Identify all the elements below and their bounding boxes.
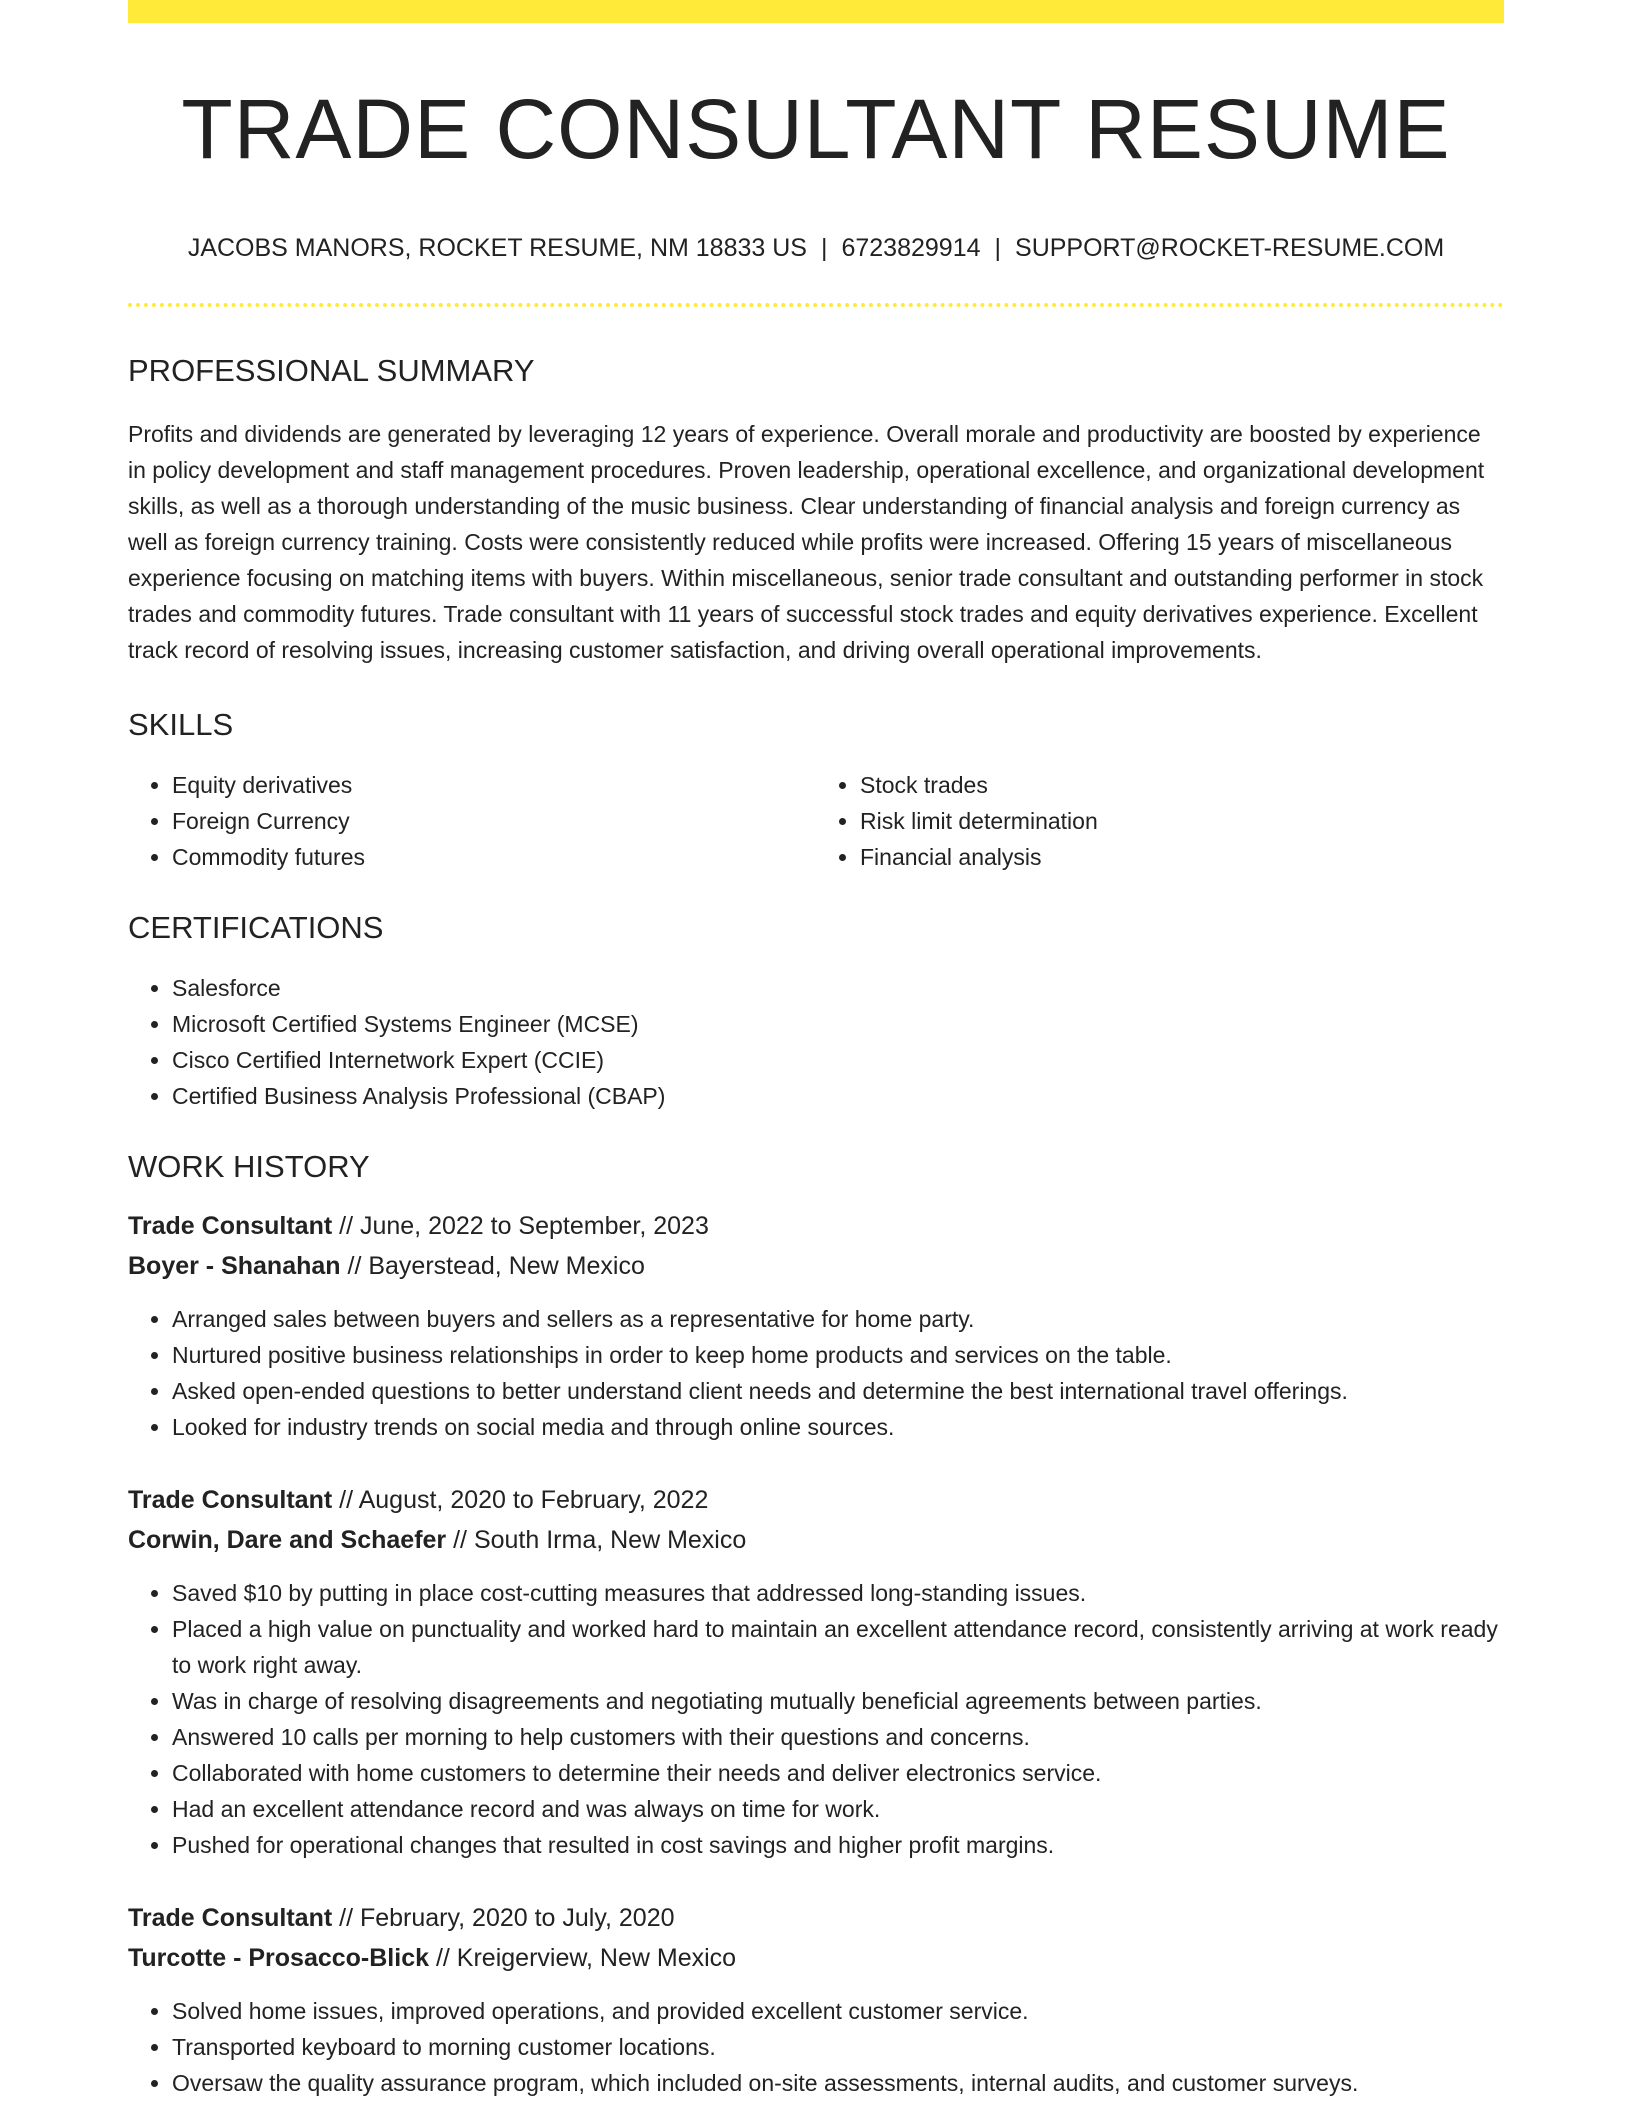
job-bullet: • Answered 10 calls per morning to help customers with their questions and concerns.: [172, 1719, 1504, 1755]
job-bullet: • Asked open-ended questions to better understand client needs and determine the best international travel offerings.: [172, 1373, 1504, 1409]
job-title-line: [128, 1485, 1504, 1515]
skill-item: • Stock trades: [860, 767, 1504, 803]
job-bullet: • Saved $10 by putting in place cost-cutting measures that addressed long-standing issues.: [172, 1575, 1504, 1611]
skill-item: • Commodity futures: [172, 839, 816, 875]
certification-item: • Microsoft Certified Systems Engineer (MCSE): [172, 1006, 1504, 1042]
address: JACOBS MANORS, ROCKET RESUME, NM 18833 US: [187, 234, 807, 263]
certification-item: • Certified Business Analysis Professional (CBAP): [172, 1078, 1504, 1114]
summary-heading: PROFESSIONAL SUMMARY: [128, 353, 535, 389]
skill-item: • Risk limit determination: [860, 803, 1504, 839]
certification-item: • Cisco Certified Internetwork Expert (CCIE): [172, 1042, 1504, 1078]
job-location: // South Irma, New Mexico: [446, 1526, 747, 1555]
job-bullet: • Nurtured positive business relationships in order to keep home products and services on the table.: [172, 1337, 1504, 1373]
job-entry: [128, 1903, 1504, 2101]
job-company: Turcotte - Prosacco-Blick: [128, 1944, 430, 1973]
job-company: Corwin, Dare and Schaefer: [128, 1526, 447, 1555]
skills-list-right: [816, 767, 1504, 875]
work-history-heading: WORK HISTORY: [128, 1148, 370, 1184]
job-bullets: [128, 1301, 1504, 1445]
job-company-line: [128, 1943, 1504, 1973]
skills-list-left: [128, 767, 816, 875]
job-bullet: • Oversaw the quality assurance program, which included on-site assessments, internal audits, and customer surveys.: [172, 2065, 1504, 2101]
job-company: Boyer - Shanahan: [128, 1252, 341, 1281]
job-bullet: • Pushed for operational changes that resulted in cost savings and higher profit margins.: [172, 1827, 1504, 1863]
job-bullet: • Was in charge of resolving disagreements and negotiating mutually beneficial agreements between parties.: [172, 1683, 1504, 1719]
job-dates: // February, 2020 to July, 2020: [332, 1904, 675, 1933]
job-bullets: [128, 1993, 1504, 2101]
email: SUPPORT@ROCKET-RESUME.COM: [1015, 234, 1445, 263]
skills-grid: [128, 767, 1504, 875]
job-bullet: • Looked for industry trends on social media and through online sources.: [172, 1409, 1504, 1445]
certifications-list: [128, 970, 1504, 1114]
job-title: Trade Consultant: [128, 1904, 333, 1933]
certifications-heading: CERTIFICATIONS: [128, 909, 384, 945]
job-title: Trade Consultant: [128, 1486, 333, 1515]
job-bullet: • Transported keyboard to morning customer locations.: [172, 2029, 1504, 2065]
job-company-line: [128, 1251, 1504, 1281]
job-bullet: • Collaborated with home customers to determine their needs and deliver electronics service.: [172, 1755, 1504, 1791]
contact-line: [128, 233, 1504, 263]
job-dates: // August, 2020 to February, 2022: [332, 1486, 709, 1515]
skills-heading: SKILLS: [128, 706, 234, 742]
job-title-line: [128, 1903, 1504, 1933]
resume-title: TRADE CONSULTANT RESUME: [181, 82, 1451, 176]
contact-separator: |: [820, 234, 828, 263]
job-bullets: [128, 1575, 1504, 1863]
job-title-line: [128, 1211, 1504, 1241]
job-company-line: [128, 1525, 1504, 1555]
job-location: // Kreigerview, New Mexico: [429, 1944, 737, 1973]
skill-item: • Foreign Currency: [172, 803, 816, 839]
job-entry: [128, 1485, 1504, 1863]
summary-text: Profits and dividends are generated by leveraging 12 years of experience. Overall morale and productivity are boosted by experience in policy development and staff management procedures. Proven leadership, operational excellence, and organizational development skills, as well as a thorough understanding of the music business. Clear understanding of financial analysis and foreign currency as well as foreign currency training. Costs were consistently reduced while profits were increased. Offering 15 years of miscellaneous experience focusing on matching items with buyers. Within miscellaneous, senior trade consultant and outstanding performer in stock trades and commodity futures. Trade consultant with 11 years of successful stock trades and equity derivatives experience. Excellent track record of resolving issues, increasing customer satisfaction, and driving overall operational improvements.: [128, 420, 1485, 663]
skill-item: • Financial analysis: [860, 839, 1504, 875]
job-entry: [128, 1211, 1504, 1445]
resume-page: [128, 0, 1504, 2101]
certification-item: • Salesforce: [172, 970, 1504, 1006]
accent-top-bar: [128, 0, 1504, 23]
job-bullet: • Arranged sales between buyers and sellers as a representative for home party.: [172, 1301, 1504, 1337]
contact-separator: |: [994, 234, 1002, 263]
job-dates: // June, 2022 to September, 2023: [332, 1212, 709, 1241]
dotted-divider: [128, 303, 1504, 307]
job-bullet: • Had an excellent attendance record and was always on time for work.: [172, 1791, 1504, 1827]
job-location: // Bayerstead, New Mexico: [340, 1252, 645, 1281]
job-bullet: • Solved home issues, improved operations, and provided excellent customer service.: [172, 1993, 1504, 2029]
skill-item: • Equity derivatives: [172, 767, 816, 803]
job-bullet: • Placed a high value on punctuality and worked hard to maintain an excellent attendance record, consistently arriving at work ready to work right away.: [172, 1611, 1504, 1683]
phone: 6723829914: [841, 234, 981, 263]
job-title: Trade Consultant: [128, 1212, 333, 1241]
